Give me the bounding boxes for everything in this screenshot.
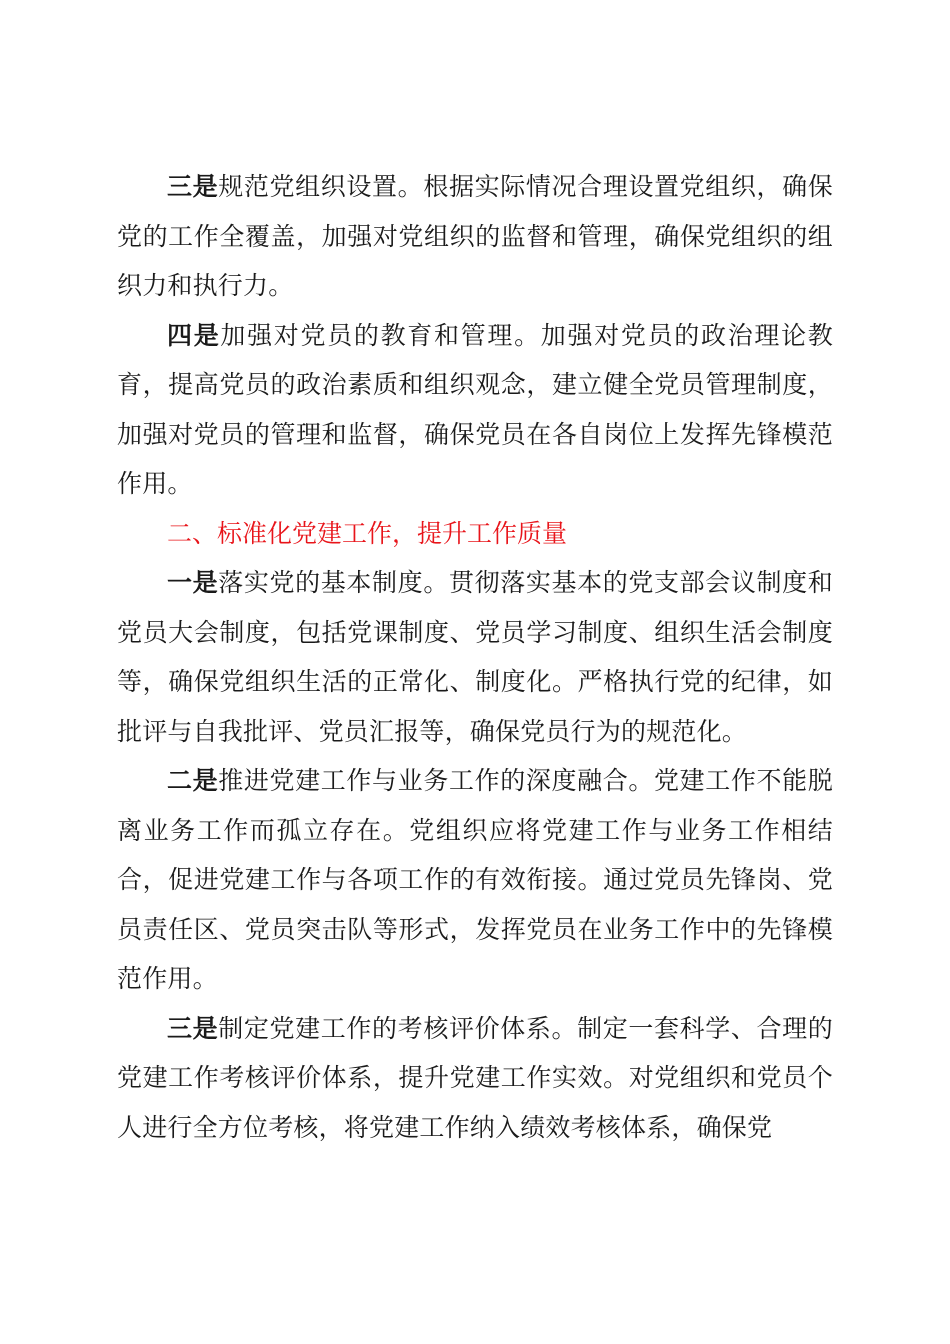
paragraph-text: 加强对党员的教育和管理。加强对党员的政治理论教育，提高党员的政治素质和组织观念，建立健全党员管理制度，加强对党员的管理和监督，确保党员在各自岗位上发挥先锋模范作用。 [117, 320, 833, 498]
paragraph-lead: 三是 [167, 172, 219, 201]
paragraph-text: 推进党建工作与业务工作的深度融合。党建工作不能脱离业务工作而孤立存在。党组织应将党建工作与业务工作相结合，促进党建工作与各项工作的有效衔接。通过党员先锋岗、党员责任区、党员突击队等形式，发挥党员在业务工作中的先锋模范作用。 [117, 766, 833, 993]
paragraph-item-3b [117, 1004, 833, 1153]
paragraph-lead: 一是 [167, 568, 219, 597]
paragraph-lead: 二是 [167, 766, 219, 795]
paragraph-lead: 四是 [167, 320, 221, 350]
paragraph-item-1 [117, 558, 833, 756]
paragraph-text: 规范党组织设置。根据实际情况合理设置党组织，确保党的工作全覆盖，加强对党组织的监督和管理，确保党组织的组织力和执行力。 [117, 172, 833, 300]
paragraph-text: 落实党的基本制度。贯彻落实基本的党支部会议制度和党员大会制度，包括党课制度、党员学习制度、组织生活会制度等，确保党组织生活的正常化、制度化。严格执行党的纪律，如批评与自我批评、党员汇报等，确保党员行为的规范化。 [117, 568, 833, 746]
document-page [117, 162, 833, 1152]
paragraph-lead: 三是 [167, 1013, 219, 1043]
paragraph-item-2 [117, 756, 833, 1004]
paragraph-item-3 [117, 162, 833, 311]
section-heading: 二、标准化党建工作，提升工作质量 [167, 518, 568, 548]
paragraph-item-4 [117, 311, 833, 509]
paragraph-text: 制定党建工作的考核评价体系。制定一套科学、合理的党建工作考核评价体系，提升党建工作实效。对党组织和党员个人进行全方位考核，将党建工作纳入绩效考核体系，确保党 [117, 1013, 833, 1142]
